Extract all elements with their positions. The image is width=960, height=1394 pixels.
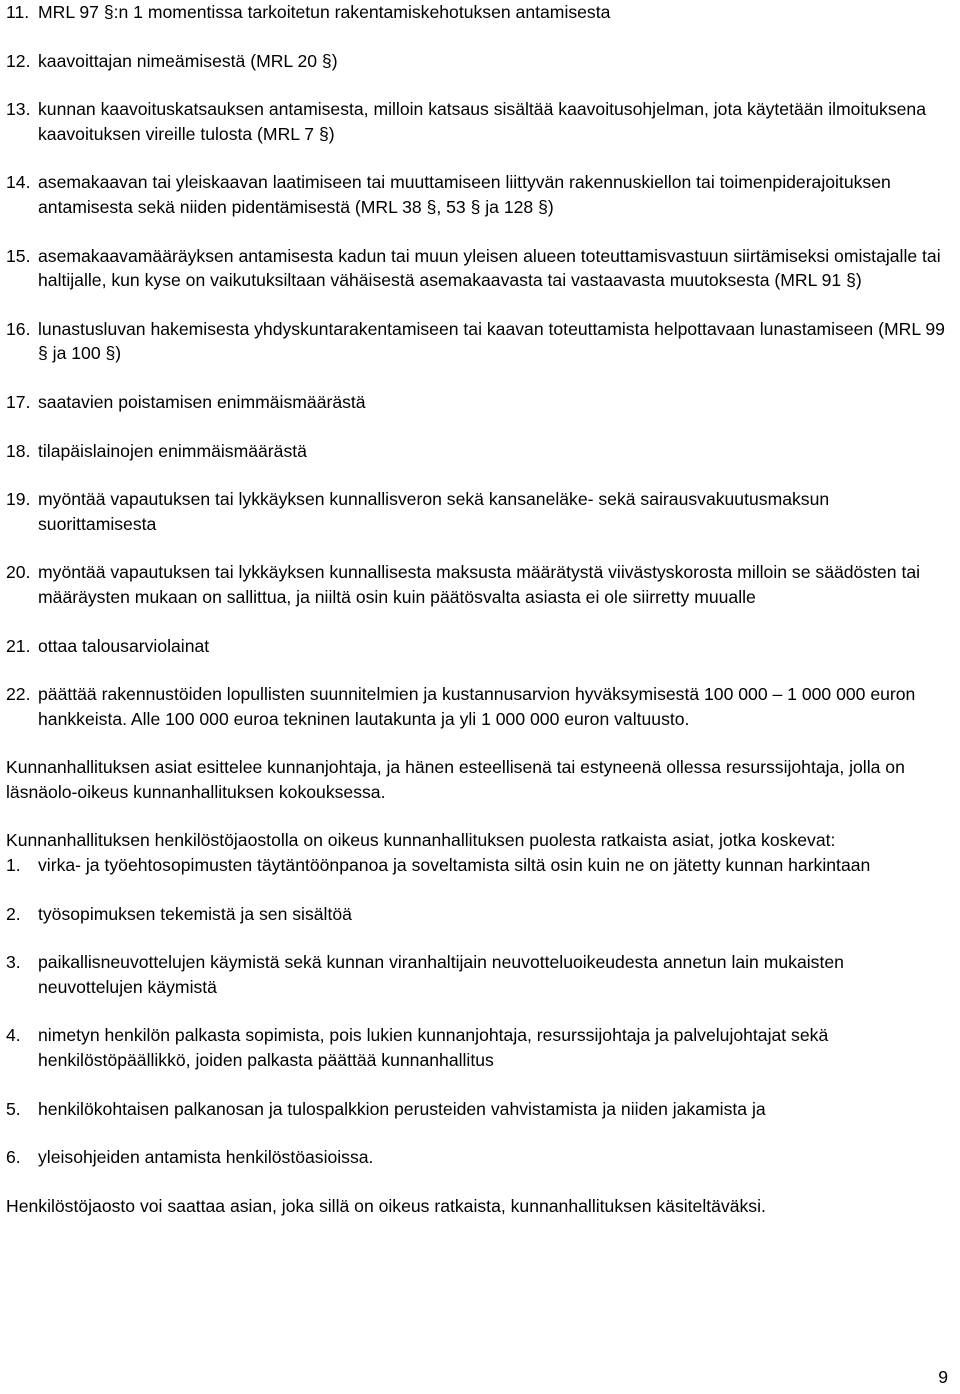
list-item (6, 244, 951, 293)
hk-item-text: henkilökohtaisen palkanosan ja tulospalkkion perusteiden vahvistamista ja niiden jakamista ja (38, 1098, 766, 1119)
hk-list-item (6, 902, 951, 927)
hk-item-text: nimetyn henkilön palkasta sopimista, pois lukien kunnanjohtaja, resurssijohtaja ja palvelujohtajat sekä henkilöstöpäällikkö, joiden palkasta päättää kunnanhallitus (38, 1025, 829, 1071)
item-number: 17. (6, 391, 31, 412)
item-number: 16. (6, 318, 31, 339)
item-number: 13. (6, 99, 31, 120)
item-number: 14. (6, 172, 31, 193)
list-item (6, 487, 951, 536)
item-text: tilapäislainojen enimmäismäärästä (38, 440, 307, 461)
item-number: 15. (6, 245, 31, 266)
item-text: ottaa talousarviolainat (38, 635, 210, 656)
item-number: 12. (6, 50, 31, 71)
item-text: MRL 97 §:n 1 momentissa tarkoitetun rakentamiskehotuksen antamisesta (38, 2, 611, 22)
list-item (6, 682, 951, 731)
hk-item-number: 2. (6, 903, 21, 924)
list-item (6, 560, 951, 609)
item-number: 11. (6, 2, 30, 22)
list-item (6, 634, 951, 659)
page-number: 9 (938, 1367, 948, 1388)
list-item (6, 170, 951, 219)
item-number: 18. (6, 440, 31, 461)
hk-item-text: yleisohjeiden antamista henkilöstöasioissa. (38, 1147, 374, 1168)
hk-item-number: 3. (6, 952, 21, 973)
list-item (6, 0, 951, 25)
hk-list-item (6, 950, 951, 999)
item-text: päättää rakennustöiden lopullisten suunnitelmien ja kustannusarvion hyväksymisestä 100 000 – 1 000 000 euron hankkeista. Alle 100 000 euroa tekninen lautakunta ja yli 1 000 000 euron valtuusto. (38, 684, 916, 729)
hk-item-number: 5. (6, 1098, 21, 1119)
item-text: kunnan kaavoituskatsauksen antamisesta, milloin katsaus sisältää kaavoitusohjelman, jota käytetään ilmoituksena kaavoituksen vireille tulosta (MRL 7 §) (38, 99, 926, 144)
hk-intro-paragraph: Kunnanhallituksen henkilöstöjaostolla on oikeus kunnanhallituksen puolesta ratkaista asiat, jotka koskevat: (6, 830, 836, 851)
hk-item-number: 4. (6, 1025, 21, 1046)
hk-item-text: työsopimuksen tekemistä ja sen sisältöä (38, 903, 352, 924)
hk-list-item (6, 1145, 951, 1170)
list-item (6, 97, 951, 146)
item-text: asemakaavamääräyksen antamisesta kadun tai muun yleisen alueen toteuttamisvastuun siirtämiseksi omistajalle tai haltijalle, kun kyse on vaikutuksiltaan vähäisestä asemakaavasta tai vastaavasta muutoksesta (MRL 91 §) (38, 245, 941, 291)
list-item (6, 49, 951, 74)
item-text: lunastusluvan hakemisesta yhdyskuntarakentamiseen tai kaavan toteuttamista helpottavaan lunastamiseen (MRL 99 § ja 100 §) (38, 318, 945, 364)
hk-list-item (6, 1097, 951, 1122)
item-text: myöntää vapautuksen tai lykkäyksen kunnallisveron sekä kansaneläke- sekä sairausvakuutusmaksun suorittamisesta (38, 489, 830, 534)
item-number: 20. (6, 562, 31, 583)
item-number: 19. (6, 489, 31, 510)
final-paragraph: Henkilöstöjaosto voi saattaa asian, joka sillä on oikeus ratkaista, kunnanhallituksen käsiteltäväksi. (6, 1195, 766, 1216)
hk-list-item (6, 853, 951, 878)
presenter-paragraph: Kunnanhallituksen asiat esittelee kunnanjohtaja, ja hänen esteellisenä tai estyneenä ollessa resurssijohtaja, jolla on läsnäolo-oikeus kunnanhallituksen kokouksessa. (6, 757, 905, 802)
hk-item-text: virka- ja työehtosopimusten täytäntöönpanoa ja soveltamista siltä osin kuin ne on jätetty kunnan harkintaan (38, 855, 871, 876)
hk-item-number: 1. (6, 855, 21, 876)
list-item (6, 439, 951, 464)
item-text: kaavoittajan nimeämisestä (MRL 20 §) (38, 50, 338, 71)
hk-item-number: 6. (6, 1147, 21, 1168)
list-item (6, 390, 951, 415)
item-text: asemakaavan tai yleiskaavan laatimiseen tai muuttamiseen liittyvän rakennuskiellon tai toimenpiderajoituksen antamisesta sekä niiden pidentämisestä (MRL 38 §, 53 § ja 128 §) (38, 172, 891, 217)
hk-item-text: paikallisneuvottelujen käymistä sekä kunnan viranhaltijain neuvotteluoikeudesta annetun lain mukaisten neuvottelujen käymistä (38, 952, 844, 997)
list-item (6, 317, 951, 366)
hk-list-item (6, 1023, 951, 1072)
document-body (6, 0, 951, 1218)
item-number: 22. (6, 684, 31, 705)
item-text: saatavien poistamisen enimmäismäärästä (38, 391, 366, 412)
item-number: 21. (6, 635, 31, 656)
item-text: myöntää vapautuksen tai lykkäyksen kunnallisesta maksusta määrätystä viivästyskorosta milloin se säädösten tai määräysten mukaan on sallittua, ja niiltä osin kuin päätösvalta asiasta ei ole siirretty muualle (38, 562, 921, 607)
